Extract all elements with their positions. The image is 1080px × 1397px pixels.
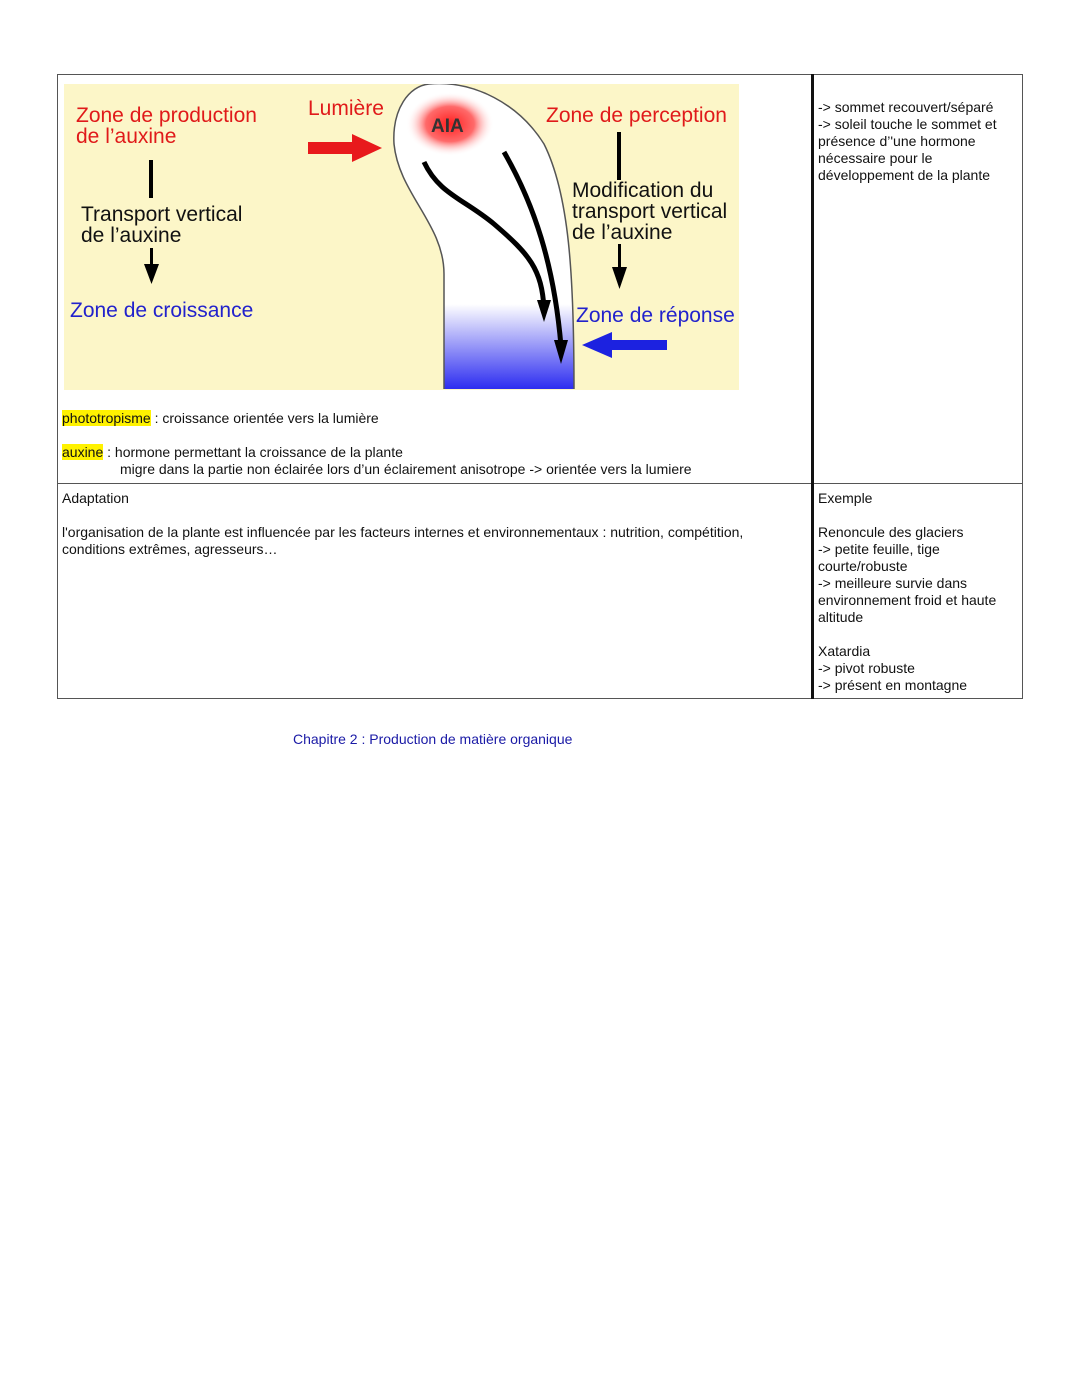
connector-line-right-top — [617, 132, 621, 180]
modification-line2: transport vertical — [572, 200, 728, 223]
adaptation-title: Adaptation — [62, 490, 129, 506]
side-note-line: développement de la plante — [818, 167, 991, 183]
perception-zone-label: Zone de perception — [546, 104, 727, 127]
phototropism-definition — [62, 410, 802, 427]
side-note-top — [818, 99, 1018, 184]
table-right-border — [1022, 74, 1023, 699]
modification-line3: de l’auxine — [572, 221, 673, 244]
phototropism-diagram — [64, 84, 739, 390]
down-arrow-left-shaft — [150, 248, 153, 266]
example-block-xatardia — [818, 643, 1018, 694]
chapter-link[interactable]: Chapitre 2 : Production de matière organique — [293, 731, 573, 747]
example-line: altitude — [818, 609, 864, 625]
side-note-line: nécessaire pour le — [818, 150, 933, 166]
transport-left-line1: Transport vertical — [81, 203, 243, 226]
growth-zone-label: Zone de croissance — [70, 299, 254, 322]
down-arrow-right-shaft — [618, 244, 621, 268]
response-zone-label: Zone de réponse — [576, 304, 735, 327]
light-label: Lumière — [308, 97, 384, 120]
example-line: -> pivot robuste — [818, 660, 915, 676]
side-note-line: présence d’'une hormone — [818, 133, 976, 149]
production-zone-line2: de l’auxine — [76, 125, 177, 148]
example-line: Xatardia — [818, 643, 871, 659]
phototropism-term: phototropisme — [62, 410, 151, 426]
light-arrow-shaft — [308, 142, 354, 154]
response-arrow-shaft — [609, 340, 667, 350]
table-bottom-border — [57, 698, 1023, 699]
aia-label: AIA — [431, 116, 464, 137]
example-line: -> présent en montagne — [818, 677, 968, 693]
auxin-definition — [62, 444, 807, 461]
table-top-border — [57, 74, 1023, 75]
table-left-border — [57, 74, 58, 699]
phototropism-text: : croissance orientée vers la lumière — [150, 410, 379, 426]
side-note-line: -> soleil touche le sommet et — [818, 116, 997, 132]
table-middle-border — [57, 483, 1023, 484]
auxin-definition-continued: migre dans la partie non éclairée lors d’un éclairement anisotrope -> orientée vers la lumiere — [120, 461, 692, 477]
connector-line-left-top — [149, 160, 153, 198]
example-line: Renoncule des glaciers — [818, 524, 964, 540]
example-block-renoncule — [818, 524, 1018, 626]
example-line: -> meilleure survie dans — [818, 575, 968, 591]
auxin-text: : hormone permettant la croissance de la plante — [103, 444, 403, 460]
side-note-line: -> sommet recouvert/séparé — [818, 99, 994, 115]
modification-line1: Modification du — [572, 179, 714, 202]
adaptation-text — [62, 524, 807, 558]
auxin-term: auxine — [62, 444, 104, 460]
adaptation-line: conditions extrêmes, agresseurs… — [62, 541, 278, 557]
example-line: -> petite feuille, tige — [818, 541, 940, 557]
production-zone-line1: Zone de production — [76, 104, 257, 127]
table-column-divider — [811, 74, 814, 699]
example-line: environnement froid et haute — [818, 592, 997, 608]
transport-left-line2: de l’auxine — [81, 224, 182, 247]
example-title: Exemple — [818, 490, 873, 506]
example-line: courte/robuste — [818, 558, 908, 574]
adaptation-line: l'organisation de la plante est influencée par les facteurs internes et environnementaux : nutrition, compétition, — [62, 524, 744, 540]
